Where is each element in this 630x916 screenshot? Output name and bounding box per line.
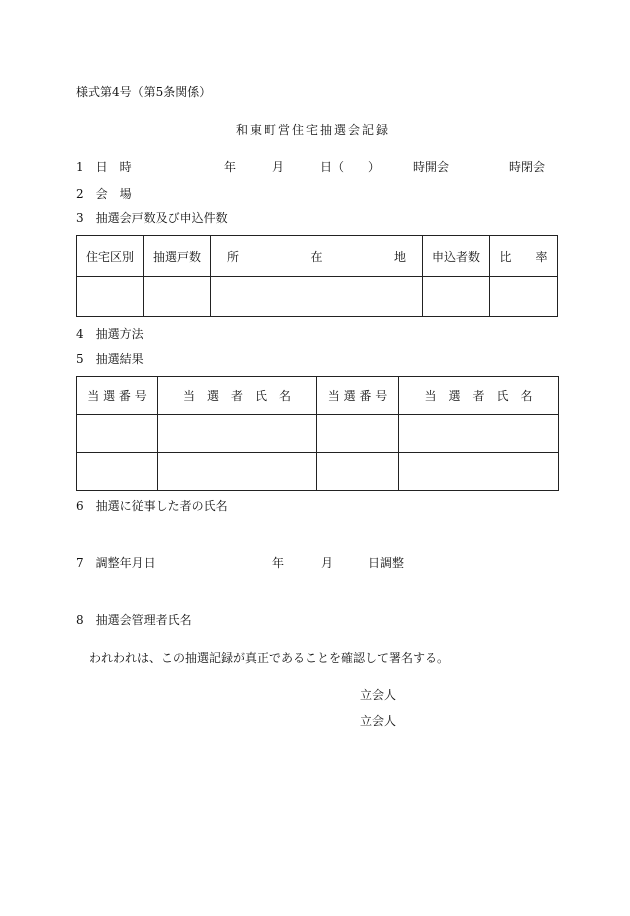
- cell-location[interactable]: [211, 277, 423, 317]
- item1-year: 年: [224, 160, 237, 174]
- document-title: 和東町営住宅抽選会記録: [236, 123, 391, 137]
- header-winner-name-2: 当 選 者 氏 名: [399, 377, 559, 415]
- cell-applicants[interactable]: [423, 277, 490, 317]
- item1-day: 日（ ）: [320, 160, 381, 174]
- declaration-text: われわれは、この抽選記録が真正であることを確認して署名する。: [89, 651, 450, 665]
- item6-label: 6 抽選に従事した者の氏名: [76, 499, 228, 513]
- item8-label: 8 抽選会管理者氏名: [76, 613, 192, 627]
- header-housing-type: 住宅区別: [77, 236, 144, 277]
- item5-label: 5 抽選結果: [76, 352, 144, 366]
- cell-winning-number[interactable]: [77, 415, 158, 453]
- form-number: 様式第4号（第5条関係）: [76, 85, 212, 99]
- header-ratio: 比 率: [490, 236, 558, 277]
- item2-label: 2 会 場: [76, 187, 132, 201]
- cell-winning-number[interactable]: [317, 415, 399, 453]
- item7-month: 月: [321, 556, 334, 570]
- cell-housing-type[interactable]: [77, 277, 144, 317]
- cell-lottery-units[interactable]: [144, 277, 211, 317]
- cell-winner-name[interactable]: [399, 453, 559, 491]
- item7-day: 日調整: [368, 556, 405, 570]
- header-winning-number-1: 当 選 番 号: [77, 377, 158, 415]
- table-header-row: [77, 377, 559, 415]
- cell-winner-name[interactable]: [158, 453, 317, 491]
- table-row: [77, 415, 559, 453]
- cell-ratio[interactable]: [490, 277, 558, 317]
- item1-open: 時開会: [413, 160, 450, 174]
- item1-close: 時閉会: [509, 160, 546, 174]
- witness-label-1: 立会人: [360, 688, 397, 702]
- header-location-3: 地: [393, 249, 406, 264]
- table-row: [77, 277, 558, 317]
- item4-label: 4 抽選方法: [76, 327, 144, 341]
- header-location-2: 在: [310, 249, 323, 264]
- cell-winner-name[interactable]: [399, 415, 559, 453]
- cell-winner-name[interactable]: [158, 415, 317, 453]
- item1-label: 1 日 時: [76, 160, 132, 174]
- cell-winning-number[interactable]: [77, 453, 158, 491]
- header-winner-name-1: 当 選 者 氏 名: [158, 377, 317, 415]
- lottery-results-table: [76, 376, 559, 491]
- witness-label-2: 立会人: [360, 714, 397, 728]
- item7-label: 7 調整年月日: [76, 556, 156, 570]
- header-lottery-units: 抽選戸数: [144, 236, 211, 277]
- cell-winning-number[interactable]: [317, 453, 399, 491]
- table-header-row: [77, 236, 558, 277]
- header-location-1: 所: [227, 249, 240, 264]
- item7-year: 年: [272, 556, 285, 570]
- header-location: [211, 236, 423, 277]
- item3-label: 3 抽選会戸数及び申込件数: [76, 211, 228, 225]
- item1-month: 月: [272, 160, 285, 174]
- header-applicants: 申込者数: [423, 236, 490, 277]
- table-row: [77, 453, 559, 491]
- units-applications-table: [76, 235, 558, 317]
- header-winning-number-2: 当 選 番 号: [317, 377, 399, 415]
